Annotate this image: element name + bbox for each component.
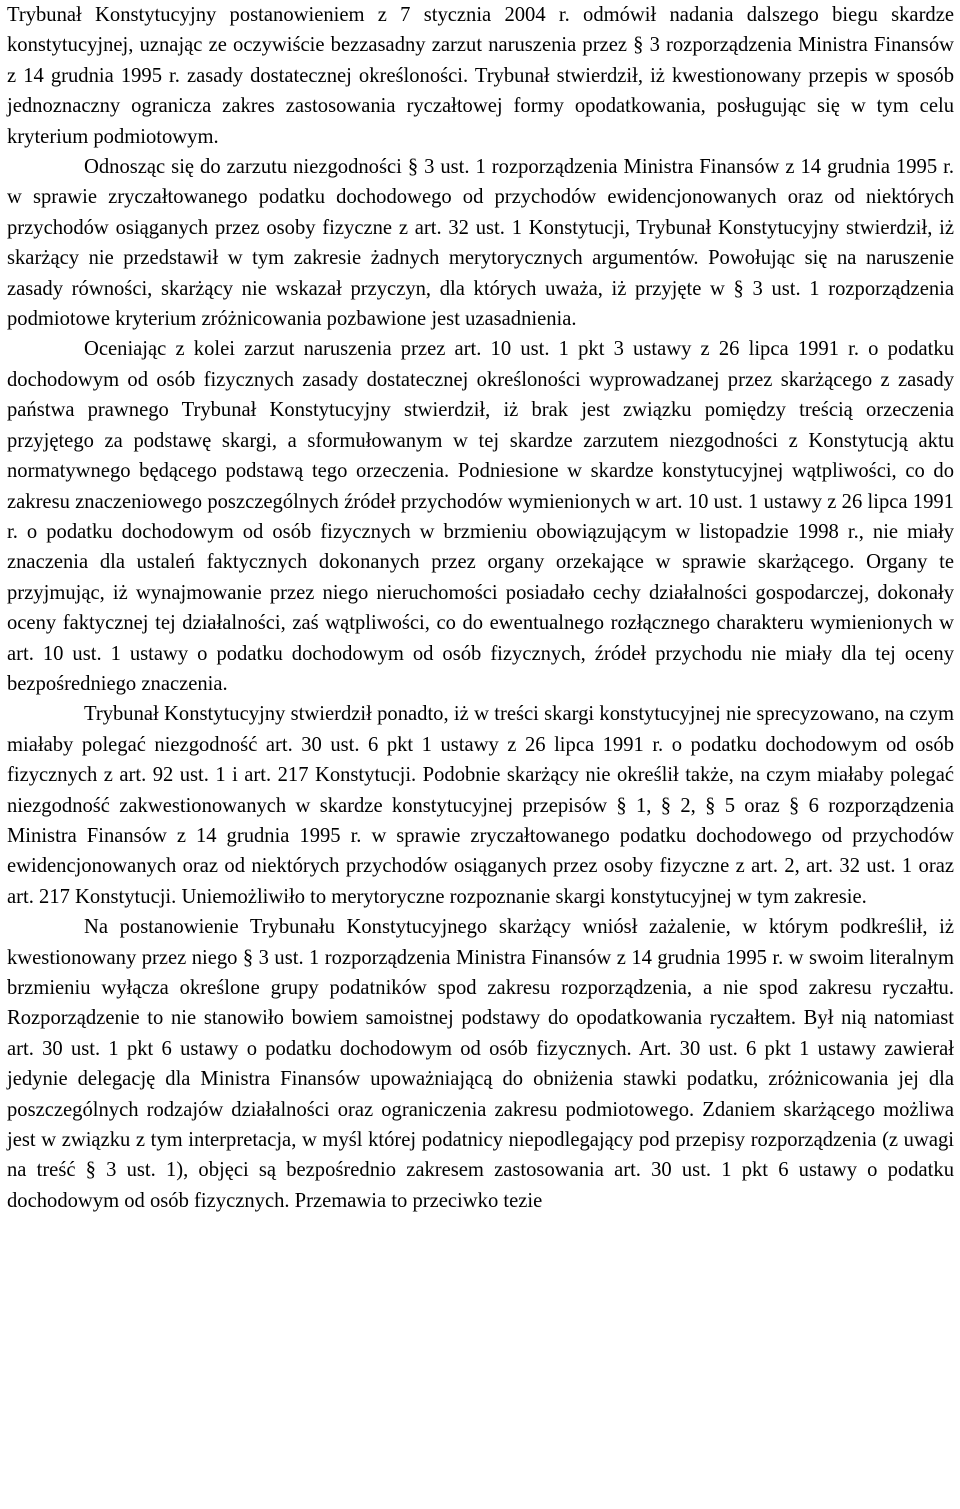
paragraph-5: Na postanowienie Trybunału Konstytucyjnego skarżący wniósł zażalenie, w którym podkreślił, iż kwestionowany przez niego § 3 ust. 1 rozporządzenia Ministra Finansów z 14 grudnia 1995 r. w swoim literalnym brzmieniu wyłącza określone grupy podatników spod zakresu rozporządzenia, a nie spod zakresu ryczałtu. Rozporządzenie to nie stanowiło bowiem samoistnej podstawy do opodatkowania ryczałtem. Był nią natomiast art. 30 ust. 1 pkt 6 ustawy o podatku dochodowym od osób fizycznych. Art. 30 ust. 6 pkt 1 ustawy zawierał jedynie delegację dla Ministra Finansów upoważniającą do obniżenia stawki podatku, zróżnicowania jej dla poszczególnych rodzajów działalności oraz ograniczenia zakresu podmiotowego. Zdaniem skarżącego możliwa jest w związku z tym interpretacja, w myśl której podatnicy niepodlegający pod przepisy rozporządzenia (z uwagi na treść § 3 ust. 1), objęci są bezpośrednio zakresem zastosowania art. 30 ust. 1 pkt 6 ustawy o podatku dochodowym od osób fizycznych. Przemawia to przeciwko tezie: [7, 916, 954, 1212]
paragraph-4: Trybunał Konstytucyjny stwierdził ponadto, iż w treści skargi konstytucyjnej nie sprecyzowano, na czym miałaby polegać niezgodność art. 30 ust. 6 pkt 1 ustawy z 26 lipca 1991 r. o podatku dochodowym od osób fizycznych z art. 92 ust. 1 i art. 217 Konstytucji. Podobnie skarżący nie określił także, na czym miałaby polegać niezgodność zakwestionowanych w skardze konstytucyjnej przepisów § 1, § 2, § 5 oraz § 6 rozporządzenia Ministra Finansów z 14 grudnia 1995 r. w sprawie zryczałtowanego podatku dochodowego od przychodów ewidencjonowanych oraz od niektórych przychodów osiąganych przez osoby fizyczne z art. 2, art. 32 ust. 1 oraz art. 217 Konstytucji. Uniemożliwiło to merytoryczne rozpoznanie skargi konstytucyjnej w tym zakresie.: [7, 703, 954, 908]
document-page: [7, 0, 954, 1216]
paragraph-2: Odnosząc się do zarzutu niezgodności § 3 ust. 1 rozporządzenia Ministra Finansów z 14 grudnia 1995 r. w sprawie zryczałtowanego podatku dochodowego od przychodów ewidencjonowanych oraz od niektórych przychodów osiąganych przez osoby fizyczne z art. 32 ust. 1 Konstytucji, Trybunał Konstytucyjny stwierdził, iż skarżący nie przedstawił w tym zakresie żadnych merytorycznych argumentów. Powołując się na naruszenie zasady równości, skarżący nie wskazał przyczyn, dla których uważa, iż przyjęte w § 3 ust. 1 rozporządzenia podmiotowe kryterium zróżnicowania pozbawione jest uzasadnienia.: [7, 156, 954, 331]
paragraph-3: Oceniając z kolei zarzut naruszenia przez art. 10 ust. 1 pkt 3 ustawy z 26 lipca 1991 r. o podatku dochodowym od osób fizycznych zasady dostatecznej określoności wyprowadzanej przez skarżącego z zasady państwa prawnego Trybunał Konstytucyjny stwierdził, iż brak jest związku pomiędzy treścią orzeczenia przyjętego za podstawę skargi, a sformułowanym w tej skardze zarzutem niezgodności z Konstytucją aktu normatywnego będącego podstawą tego orzeczenia. Podniesione w skardze konstytucyjnej wątpliwości, co do zakresu znaczeniowego poszczególnych źródeł przychodów wymienionych w art. 10 ust. 1 ustawy z 26 lipca 1991 r. o podatku dochodowym od osób fizycznych w brzmieniu obowiązującym w listopadzie 1998 r., nie miały znaczenia dla ustaleń faktycznych dokonanych przez organy orzekające w sprawie skarżącego. Organy te przyjmując, iż wynajmowanie przez niego nieruchomości posiadało cechy działalności gospodarczej, dokonały oceny faktycznej tej działalności, zaś wątpliwości, co do ewentualnego rozłącznego charakteru wymienionych w art. 10 ust. 1 ustawy o podatku dochodowym od osób fizycznych, źródeł przychodu nie miały dla tej oceny bezpośredniego znaczenia.: [7, 338, 954, 695]
paragraph-1: Trybunał Konstytucyjny postanowieniem z 7 stycznia 2004 r. odmówił nadania dalszego biegu skardze konstytucyjnej, uznając ze oczywiście bezzasadny zarzut naruszenia przez § 3 rozporządzenia Ministra Finansów z 14 grudnia 1995 r. zasady dostatecznej określoności. Trybunał stwierdził, iż kwestionowany przepis w sposób jednoznaczny ogranicza zakres zastosowania ryczałtowej formy opodatkowania, posługując się w tym celu kryterium podmiotowym.: [7, 4, 954, 148]
